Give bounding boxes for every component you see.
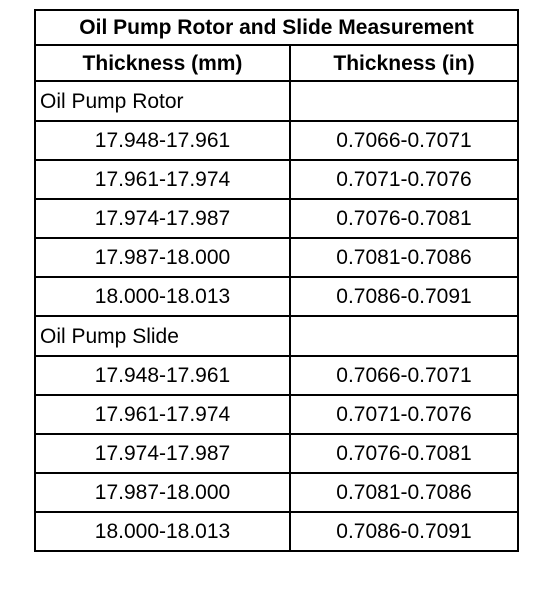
cell-in: 0.7071-0.7076 [290, 160, 518, 199]
cell-in: 0.7086-0.7091 [290, 277, 518, 316]
cell-in: 0.7081-0.7086 [290, 473, 518, 512]
table-row [35, 356, 518, 395]
cell-mm: 17.948-17.961 [35, 356, 290, 395]
cell-in: 0.7086-0.7091 [290, 512, 518, 551]
table-row [35, 512, 518, 551]
table-row [35, 238, 518, 277]
table-row [35, 121, 518, 160]
table-row [35, 473, 518, 512]
cell-mm: 17.974-17.987 [35, 434, 290, 473]
group-row-slide [35, 316, 518, 356]
column-header-row [35, 45, 518, 81]
group-empty-cell [290, 316, 518, 356]
cell-mm: 18.000-18.013 [35, 277, 290, 316]
cell-mm: 18.000-18.013 [35, 512, 290, 551]
cell-mm: 17.987-18.000 [35, 238, 290, 277]
group-row-rotor [35, 81, 518, 121]
table-row [35, 434, 518, 473]
cell-in: 0.7066-0.7071 [290, 121, 518, 160]
cell-in: 0.7071-0.7076 [290, 395, 518, 434]
table-title-row [35, 10, 518, 45]
table-row [35, 395, 518, 434]
table-row [35, 199, 518, 238]
cell-in: 0.7076-0.7081 [290, 199, 518, 238]
group-label-rotor: Oil Pump Rotor [35, 81, 290, 121]
cell-mm: 17.961-17.974 [35, 160, 290, 199]
cell-mm: 17.974-17.987 [35, 199, 290, 238]
measurement-table [34, 9, 519, 552]
column-header-in: Thickness (in) [290, 45, 518, 81]
table-row [35, 160, 518, 199]
cell-mm: 17.948-17.961 [35, 121, 290, 160]
group-label-slide: Oil Pump Slide [35, 316, 290, 356]
cell-mm: 17.961-17.974 [35, 395, 290, 434]
group-empty-cell [290, 81, 518, 121]
cell-mm: 17.987-18.000 [35, 473, 290, 512]
cell-in: 0.7076-0.7081 [290, 434, 518, 473]
cell-in: 0.7066-0.7071 [290, 356, 518, 395]
column-header-mm: Thickness (mm) [35, 45, 290, 81]
cell-in: 0.7081-0.7086 [290, 238, 518, 277]
table-title: Oil Pump Rotor and Slide Measurement [35, 10, 518, 45]
table-row [35, 277, 518, 316]
